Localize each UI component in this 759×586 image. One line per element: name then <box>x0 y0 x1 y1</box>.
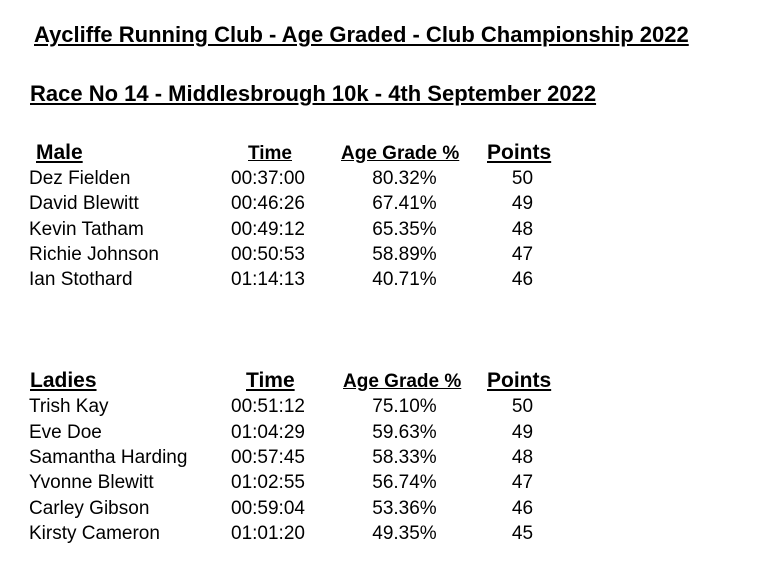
age-grade: 49.35% <box>372 523 437 544</box>
ladies-header-time: Time <box>246 369 295 392</box>
runner-name: Dez Fielden <box>29 168 131 189</box>
runner-name: Kevin Tatham <box>29 219 144 240</box>
runner-name: Richie Johnson <box>29 244 159 265</box>
age-grade: 58.89% <box>372 244 437 265</box>
table-row <box>0 447 759 472</box>
finish-time: 01:04:29 <box>231 422 305 443</box>
table-row <box>0 219 759 244</box>
points: 50 <box>511 396 534 417</box>
finish-time: 00:37:00 <box>231 168 305 189</box>
male-header-time: Time <box>248 143 293 164</box>
points: 49 <box>511 193 534 214</box>
age-grade: 67.41% <box>372 193 437 214</box>
finish-time: 00:59:04 <box>231 498 305 519</box>
points: 49 <box>511 422 534 443</box>
finish-time: 01:14:13 <box>231 269 305 290</box>
age-grade: 58.33% <box>372 447 437 468</box>
table-row <box>0 396 759 421</box>
points: 47 <box>511 244 534 265</box>
points: 48 <box>511 447 534 468</box>
points: 48 <box>511 219 534 240</box>
age-grade: 56.74% <box>372 472 437 493</box>
finish-time: 00:46:26 <box>231 193 305 214</box>
runner-name: Trish Kay <box>29 396 109 417</box>
points: 46 <box>511 269 534 290</box>
table-row <box>0 472 759 497</box>
table-row <box>0 523 759 548</box>
table-row <box>0 193 759 218</box>
runner-name: Eve Doe <box>29 422 102 443</box>
age-grade: 59.63% <box>372 422 437 443</box>
finish-time: 01:02:55 <box>231 472 305 493</box>
points: 45 <box>511 523 534 544</box>
points: 46 <box>511 498 534 519</box>
finish-time: 00:57:45 <box>231 447 305 468</box>
finish-time: 00:49:12 <box>231 219 305 240</box>
runner-name: Ian Stothard <box>29 269 133 290</box>
runner-name: Samantha Harding <box>29 447 188 468</box>
male-header-age-grade: Age Grade % <box>341 143 460 164</box>
runner-name: Kirsty Cameron <box>29 523 160 544</box>
table-row <box>0 269 759 294</box>
page-title: Aycliffe Running Club - Age Graded - Club Championship 2022 <box>34 22 689 47</box>
runner-name: Carley Gibson <box>29 498 150 519</box>
race-subtitle: Race No 14 - Middlesbrough 10k - 4th September 2022 <box>30 81 597 106</box>
male-header-points: Points <box>487 141 552 164</box>
age-grade: 80.32% <box>372 168 437 189</box>
age-grade: 75.10% <box>372 396 437 417</box>
points: 47 <box>511 472 534 493</box>
finish-time: 00:50:53 <box>231 244 305 265</box>
age-grade: 53.36% <box>372 498 437 519</box>
table-row <box>0 168 759 193</box>
ladies-header-age-grade: Age Grade % <box>343 371 462 392</box>
table-row <box>0 244 759 269</box>
male-header-name: Male <box>36 141 83 164</box>
points: 50 <box>511 168 534 189</box>
finish-time: 00:51:12 <box>231 396 305 417</box>
finish-time: 01:01:20 <box>231 523 305 544</box>
age-grade: 40.71% <box>372 269 437 290</box>
table-row <box>0 498 759 523</box>
ladies-header-points: Points <box>487 369 552 392</box>
table-row <box>0 422 759 447</box>
age-grade: 65.35% <box>372 219 437 240</box>
runner-name: David Blewitt <box>29 193 139 214</box>
ladies-header-name: Ladies <box>30 369 97 392</box>
runner-name: Yvonne Blewitt <box>29 472 154 493</box>
